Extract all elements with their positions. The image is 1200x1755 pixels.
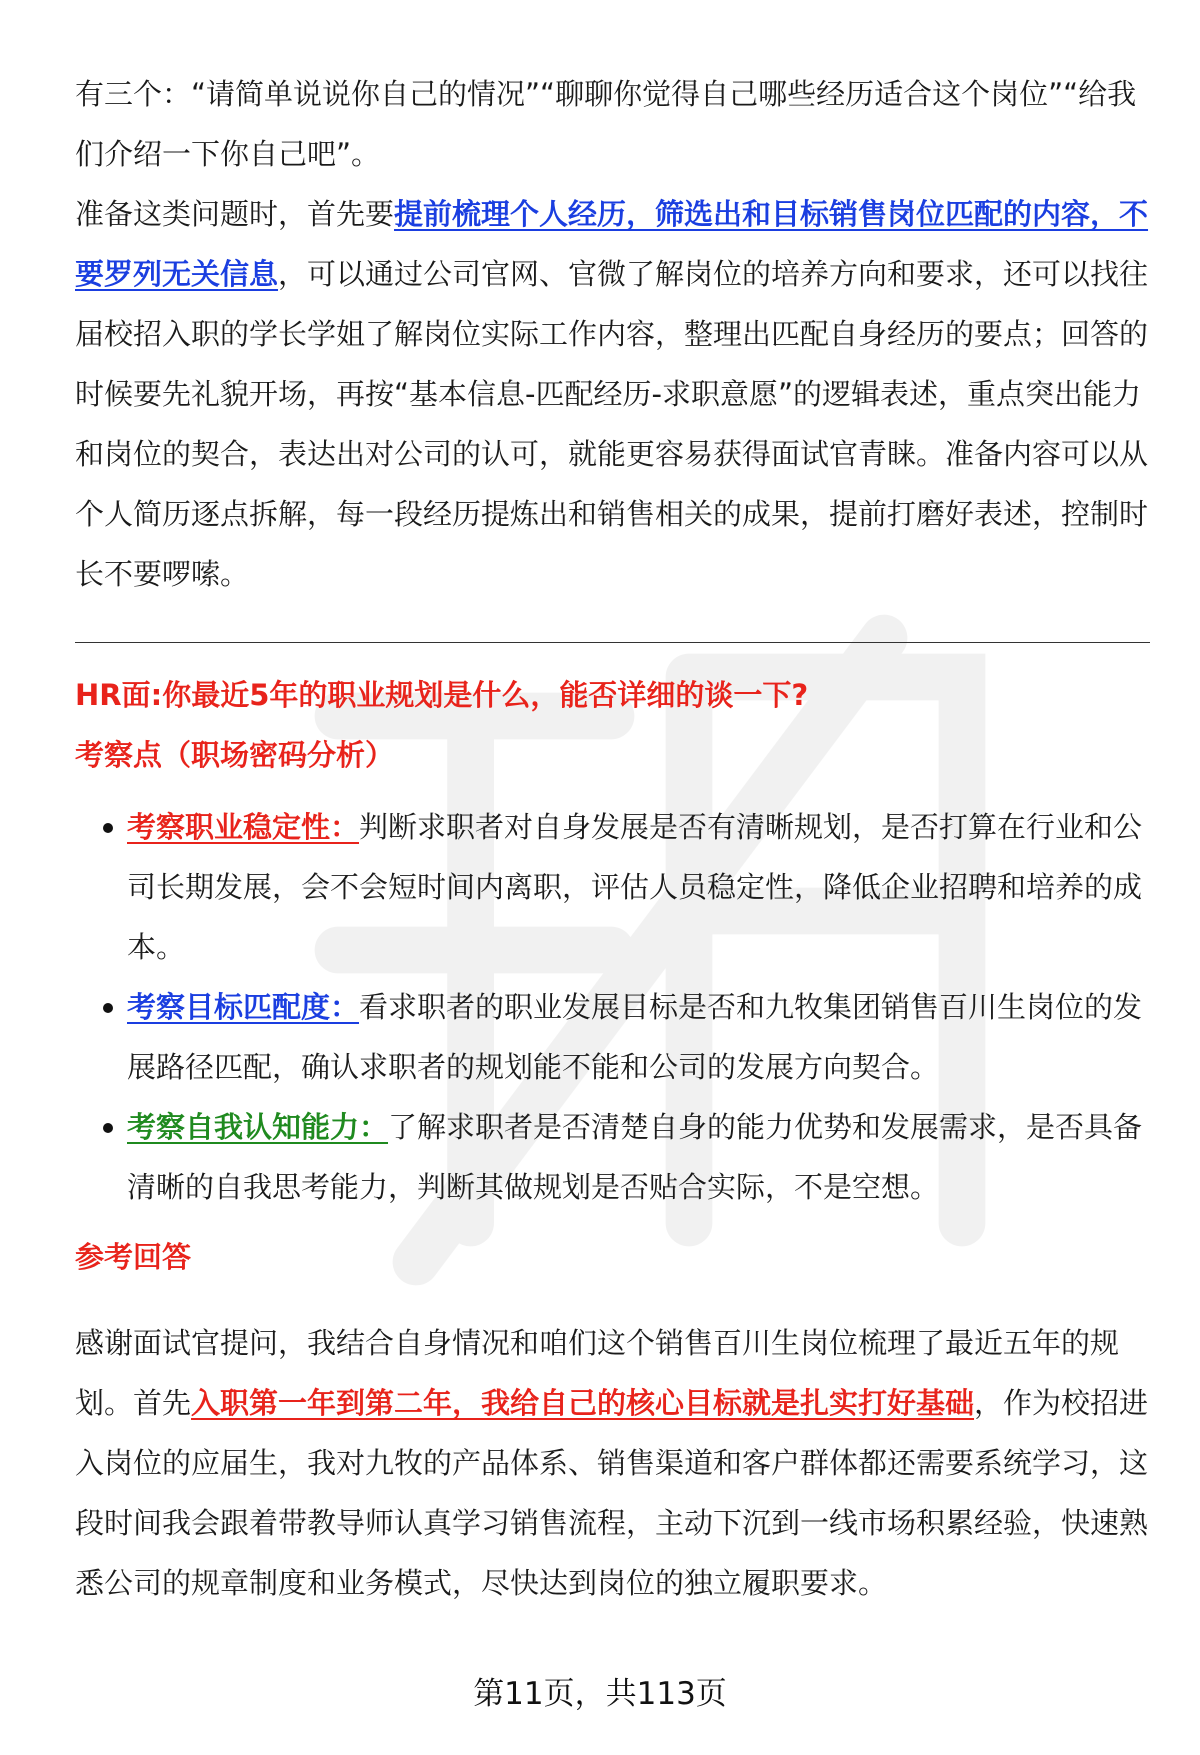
point-label: 考察职业稳定性： <box>127 810 360 844</box>
bullet-icon <box>103 823 113 833</box>
reference-heading: 参考回答 <box>75 1240 192 1274</box>
bullet-icon <box>103 1123 113 1133</box>
intro-rest: ，可以通过公司官网、官微了解岗位的培养方向和要求，还可以找往届校招入职的学长学姐了解岗位实际工作内容，整理出匹配自身经历的要点；回答的时候要先礼貌开场，再按“基本信息-匹配经历-求职意愿”的逻辑表述，重点突出能力和岗位的契合，表达出对公司的认可，就能更容易获得面试官青睐。准备内容可以从个人简历逐点拆解，每一段经历提炼出和销售相关的成果，提前打磨好表述，控制时长不要啰嗦。 <box>75 257 1149 591</box>
question-title: HR面:你最近5年的职业规划是什么，能否详细的谈一下? <box>75 678 809 712</box>
bullet-icon <box>103 1003 113 1013</box>
point-label: 考察目标匹配度： <box>127 990 360 1024</box>
answer-prefix: 感谢面试官提问，我结合自身情况和咱们这个销售百川生岗位梳理了最近五年的规划。首先 <box>75 1326 1120 1420</box>
analysis-heading: 考察点（职场密码分析） <box>75 738 395 772</box>
list-item <box>75 797 1150 977</box>
intro-highlight: 提前梳理个人经历，筛选出和目标销售岗位匹配的内容，不要罗列无关信息 <box>75 197 1149 291</box>
list-item <box>75 1097 1150 1217</box>
point-label: 考察自我认知能力： <box>127 1110 389 1144</box>
intro-line: 有三个：“请简单说说你自己的情况”“聊聊你觉得自己哪些经历适合这个岗位”“给我们介绍一下你自己吧”。 <box>75 77 1137 171</box>
answer-paragraph <box>75 1313 1150 1613</box>
spacer <box>75 1287 1150 1313</box>
intro-prefix: 准备这类问题时，首先要 <box>75 197 395 231</box>
point-text: 判断求职者对自身发展是否有清晰规划，是否打算在行业和公司长期发展，会不会短时间内离职，评估人员稳定性，降低企业招聘和培养的成本。 <box>127 810 1143 964</box>
answer-rest: ，作为校招进入岗位的应届生，我对九牧的产品体系、销售渠道和客户群体都还需要系统学习，这段时间我会跟着带教导师认真学习销售流程，主动下沉到一线市场积累经验，快速熟悉公司的规章制度和业务模式，尽快达到岗位的独立履职要求。 <box>75 1386 1149 1600</box>
page-number: 第11页，共113页 <box>473 1676 727 1712</box>
section-divider <box>75 642 1150 643</box>
answer-highlight: 入职第一年到第二年，我给自己的核心目标就是扎实打好基础 <box>191 1386 975 1420</box>
point-text: 看求职者的职业发展目标是否和九牧集团销售百川生岗位的发展路径匹配，确认求职者的规划能不能和公司的发展方向契合。 <box>127 990 1143 1084</box>
intro-paragraph <box>75 184 1150 604</box>
list-item <box>75 977 1150 1097</box>
analysis-points-list <box>75 797 1150 1217</box>
point-text: 了解求职者是否清楚自身的能力优势和发展需求，是否具备清晰的自我思考能力，判断其做规划是否贴合实际，不是空想。 <box>127 1110 1143 1204</box>
main-content <box>75 64 1150 1613</box>
